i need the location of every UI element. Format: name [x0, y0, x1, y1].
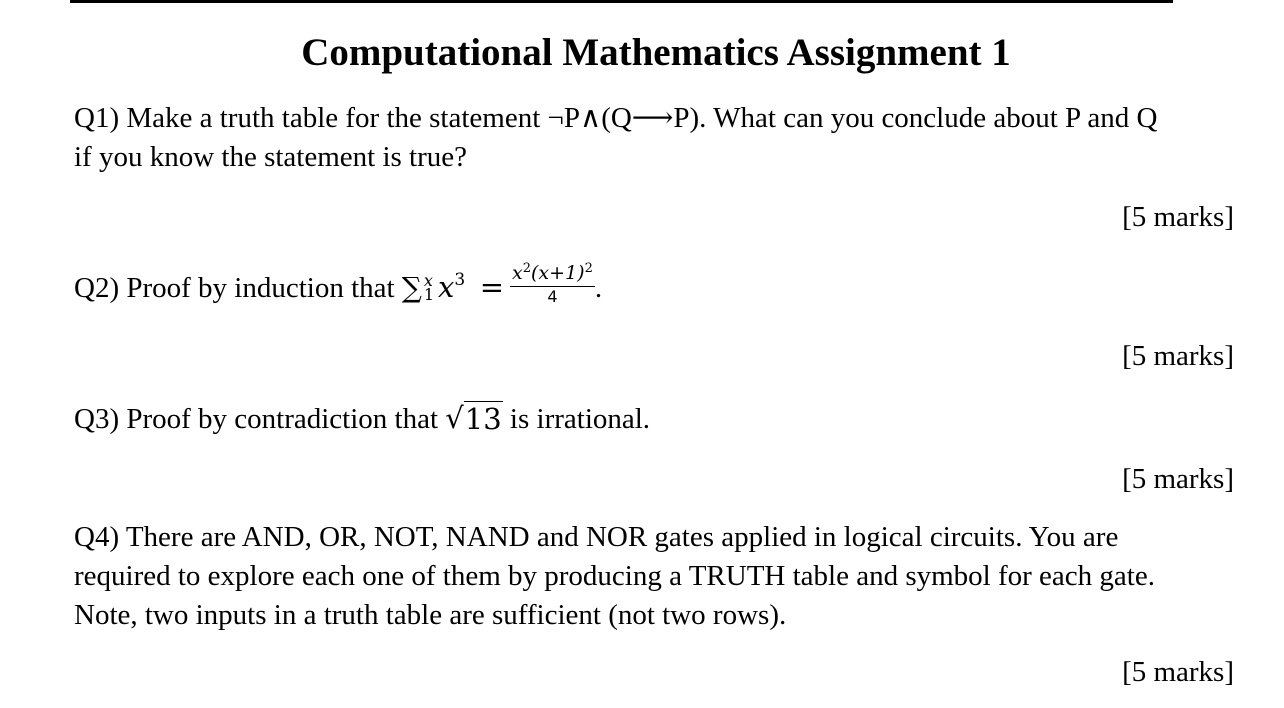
question-4	[74, 518, 1155, 635]
radicand: 13	[464, 402, 502, 436]
numerator-factor: (x+1)	[531, 262, 585, 284]
fraction-numerator	[510, 262, 595, 287]
question-3-suffix: is irrational.	[502, 403, 651, 435]
question-2	[74, 261, 603, 313]
numerator-base: x	[512, 262, 523, 284]
fraction	[510, 262, 595, 307]
sum-lower-limit: 1	[423, 284, 435, 304]
document-title: Computational Mathematics Assignment 1	[301, 31, 1011, 74]
equals-sign: =	[479, 270, 505, 305]
question-3-prefix: Q3) Proof by contradiction that	[74, 403, 446, 435]
question-4-line-3: Note, two inputs in a truth table are sufficient (not two rows).	[74, 599, 787, 631]
question-1	[74, 99, 1157, 177]
question-1-line-2: if you know the statement is true?	[74, 141, 468, 173]
question-3-marks: [5 marks]	[1122, 463, 1234, 495]
question-4-line-2: required to explore each one of them by producing a TRUTH table and symbol for each gate.	[74, 560, 1155, 592]
summation	[402, 268, 438, 308]
numerator-exponent-1: 2	[522, 261, 532, 276]
fraction-denominator: 4	[547, 287, 558, 306]
question-4-line-1: Q4) There are AND, OR, NOT, NAND and NOR gates applied in logical circuits. You are	[74, 521, 1119, 553]
sum-term-exponent: 3	[454, 270, 466, 291]
radical-sign: √	[445, 401, 464, 435]
question-2-prefix: Q2) Proof by induction that	[74, 272, 402, 305]
sum-upper-limit: x	[423, 270, 433, 290]
question-1-marks: [5 marks]	[1122, 201, 1234, 233]
question-1-line-1: Q1) Make a truth table for the statement ¬P∧(Q⟶P). What can you conclude about P and Q	[74, 102, 1158, 134]
question-3	[74, 399, 650, 439]
sum-term-base: x	[438, 270, 455, 305]
question-2-suffix: .	[594, 272, 603, 305]
question-2-marks: [5 marks]	[1122, 340, 1234, 372]
top-rule	[70, 0, 1173, 3]
question-4-marks: [5 marks]	[1122, 656, 1234, 688]
square-root	[445, 399, 502, 439]
numerator-exponent-2: 2	[584, 261, 593, 276]
sum-sign: ∑	[401, 271, 422, 305]
